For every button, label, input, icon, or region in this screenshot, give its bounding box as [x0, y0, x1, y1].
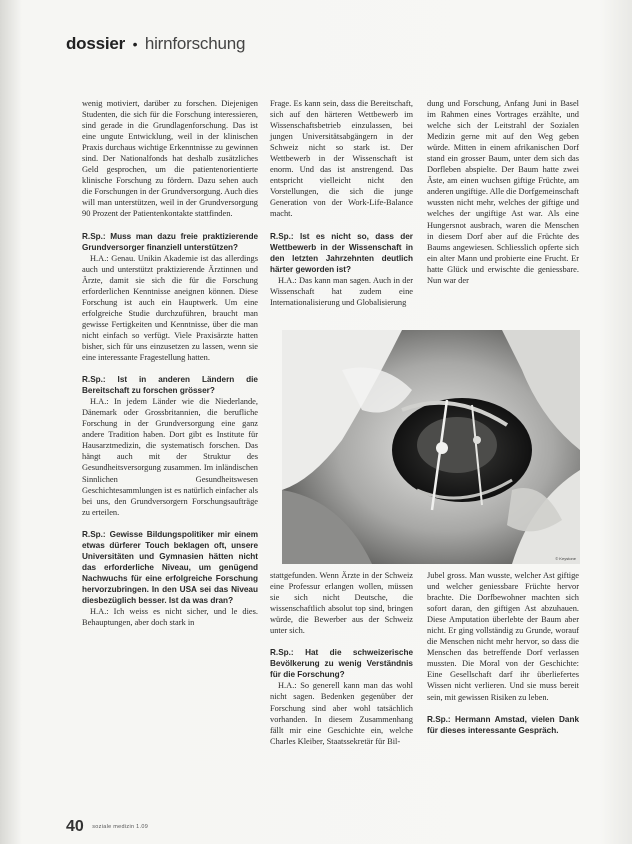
body-paragraph: dung und Forschung, Anfang Juni in Basel im Rahmen eines Vortrages erzählte, und welche sich der Leitstrahl der Sozialen Medizin gerne mit auf den Weg geben würde. Mitten in einem afrikanischen Dorf stand ein grosser Baum, unter dem sich das Dorfleben abspielte. Der Baum hatte zwei Äste, am einen wuchsen giftige Früchte, am anderen ungiftige. Alle die Dorfgemeinschaft wussten nicht mehr, welches der giftige und welches der ungiftige Ast war. Als eine Hungersnot ausbrach, waren die Menschen in diesem Dorf aber auf die Früchte des Baums angewiesen. Schliesslich opferte sich ein alter Mann und probierte eine Frucht. Er hatte Glück und erwischte die geniessbare. Nun war der: [427, 99, 579, 285]
text-column-3-lower: [427, 570, 579, 736]
body-paragraph: wenig motiviert, darüber zu forschen. Diejenigen Studenten, die sich für die Forschung interessieren, sind gerade in die Grundlagenforschung. Das ist eine ungute Entwicklung, weil in der klinischen Praxis durchaus wichtige Erkenntnisse zu gewinnen sind. Der Nationalfonds hat deshalb zusätzliches Geld gesprochen, um die patientenorientierte klinische Forschung zu fördern. Dazu sehen auch die Forschungen in der Grundversorgung. Auch dies will man unterstützen, weil in der Grundversorgung 90 Prozent der Patientenkontakte stattfinden.: [82, 99, 258, 219]
interview-question: R.Sp.: Hermann Amstad, vielen Dank für dieses interessante Gespräch.: [427, 714, 579, 735]
article-photo: [282, 330, 580, 564]
body-paragraph: stattgefunden. Wenn Ärzte in der Schweiz eine Professur erlangen wollen, müssen sie sich nicht Deutsche, die wissenschaftlich absolut top sind, bringen würde, die Bewerber aus der Schweiz unter sich.: [270, 571, 413, 636]
interview-question: R.Sp.: Muss man dazu freie praktizierende Grundversorger finanziell unterstützen?: [82, 231, 258, 252]
page-footer: [66, 818, 148, 836]
interview-question: R.Sp.: Hat die schweizerische Bevölkerung zu wenig Verständnis für die Forschung?: [270, 648, 413, 680]
body-paragraph: Jubel gross. Man wusste, welcher Ast giftige und welcher geniessbare Früchte hervor brachte. Die Dorfbewohner machten sich sofort daran, den giftigen Ast abzuhauen. Diese Amputation überlebte der Baum aber nicht. Er ging vollständig zu Grunde, worauf die Menschen nicht mehr hervor, so dass die Menschen das betreffende Dorf verlassen mussten. Die Moral von der Geschichte: Eine Gesellschaft darf ihr überliefertes Wissen nicht verlieren. Und sie muss bereit sein, mit gewissen Risiken zu leben.: [427, 571, 579, 702]
bullet-separator: •: [132, 36, 138, 52]
text-column-3: [427, 98, 579, 286]
interview-answer: H.A.: In jedem Länder wie die Niederlande, Dänemark oder Grossbritannien, die berufliche Forschung in der Grundversorgung eine ganz andere Tradition haben. Dort gibt es Institute für Hausarztmedizin, die systematisch forschen. Das hängt auch mit der Struktur des Gesundheitsversorgung zusammen. Im inländischen Sinnlichen Gesundheitswesen Geschichtesammlungen ist es natürlich einfacher als bei uns, den Grundversorgern Forschungsaufträge zu erteilen.: [82, 397, 258, 517]
page-number: 40: [66, 818, 84, 835]
section-topic: hirnforschung: [144, 34, 246, 53]
interview-answer: H.A.: Das kann man sagen. Auch in der Wissenschaft hat zudem eine Internationalisierung und Globalisierung: [270, 275, 413, 307]
interview-question: R.Sp.: Ist es nicht so, dass der Wettbewerb in der Wissenschaft in den letzten Jahrzehnten deutlich härter geworden ist?: [270, 231, 413, 274]
interview-answer: H.A.: Ich weiss es nicht sicher, und le dies. Behauptungen, aber doch stark in: [82, 607, 258, 628]
interview-question: R.Sp.: Gewisse Bildungspolitiker mir einem etwas dürferer Touch beklagen oft, unsere Universitäten und Gymnasien hätten nicht das erforderliche Niveau, um genügend Nachwuchs für eine erfolgreiche Forschung hervorzubringen. In den USA sei das Niveau diesbezüglich besser. Ist da was dran?: [82, 529, 258, 605]
magazine-name: soziale medizin 1.09: [92, 824, 149, 830]
text-column-1: [82, 98, 258, 628]
section-name: dossier: [66, 34, 126, 53]
interview-answer: H.A.: Genau. Unikin Akademie ist das allerdings auch und unterstützt praktizierende Ärztinnen und Ärzte, damit sie sich die für die Forschung erforderlichen Kenntnisse aneignen können. Diese Forschung ist auch ein Hauptwerk. Um eine erfolgreiche Studie durchzuführen, braucht man gewisse Fertigkeiten und Kenntnisse, über die man nicht einfach so verfügt. Viele Praxisärzte hatten bisher, sich für uns einzusetzen zu lassen, wenn sie eine interessante Fragestellung hatten.: [82, 253, 258, 363]
surgery-photo-illustration: [282, 330, 580, 564]
body-paragraph: Frage. Es kann sein, dass die Bereitschaft, sich auf den härteren Wettbewerb im Wissenschaftsbetrieb einzulassen, bei jungen Universitätsabgängern in der Schweiz nicht so stark ist. Der Wettbewerb in der Wissenschaft ist enorm. Und das ist anstrengend. Das entspricht vielleicht nicht den Vorstellungen, die sich die junge Generation von der Work-Life-Balance macht.: [270, 99, 413, 219]
text-column-2: [270, 98, 413, 308]
section-header: [66, 34, 245, 54]
text-column-2-lower: [270, 570, 413, 747]
photo-credit: © Keystone: [555, 556, 576, 561]
interview-question: R.Sp.: Ist in anderen Ländern die Bereitschaft zu forschen grösser?: [82, 375, 258, 396]
interview-answer: H.A.: So generell kann man das wohl nicht sagen. Bedenken gegenüber der Forschung sind aber wohl tatsächlich vorhanden. In diesem Zusammenhang fällt mir eine Geschichte ein, welche Charles Kleiber, Staatssekretär für Bil-: [270, 681, 413, 746]
